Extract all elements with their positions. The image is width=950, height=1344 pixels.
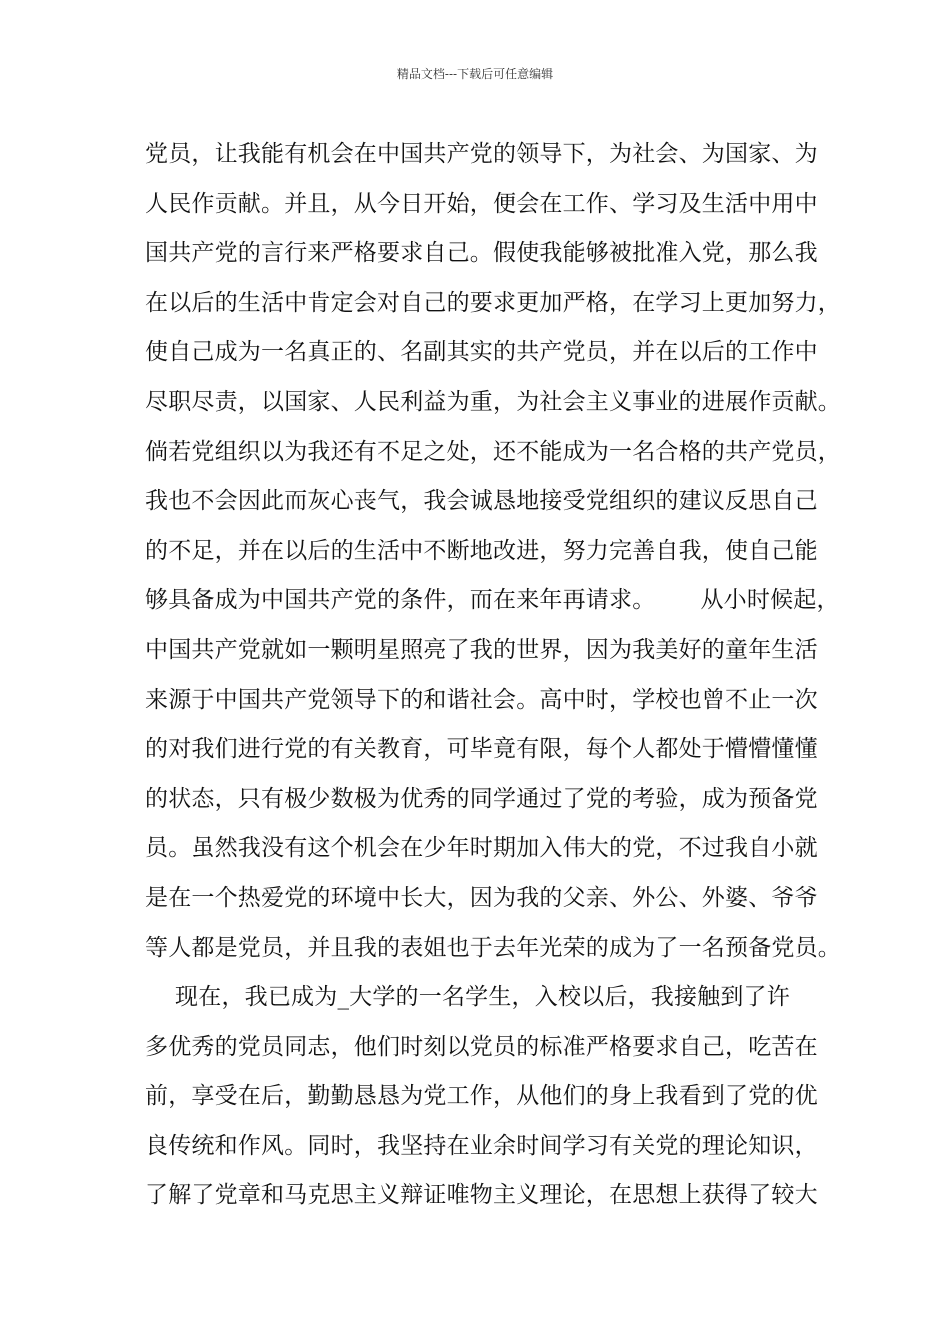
document-body [145,130,841,1221]
text-line: 尽职尽责，以国家、人民利益为重，为社会主义事业的进展作贡献。 [145,388,841,415]
text-line: 使自己成为一名真正的、名副其实的共产党员，并在以后的工作中 [145,339,818,366]
text-line: 的对我们进行党的有关教育，可毕竟有限，每个人都处于懵懵懂懂 [145,736,818,763]
text-line: 多优秀的党员同志，他们时刻以党员的标准严格要求自己，吃苦在 [145,1033,818,1060]
text-line: 现在，我已成为_大学的一名学生，入校以后，我接触到了许 [145,984,790,1011]
text-line: 够具备成为中国共产党的条件，而在来年再请求。 从小时候起， [145,587,840,614]
text-line: 在以后的生活中肯定会对自己的要求更加严格，在学习上更加努力， [145,289,841,316]
text-line: 的状态，只有极少数极为优秀的同学通过了党的考验，成为预备党 [145,785,818,812]
text-line: 员。虽然我没有这个机会在少年时期加入伟大的党，不过我自小就 [145,835,818,862]
text-line: 我也不会因此而灰心丧气，我会诚恳地接受党组织的建议反思自己 [145,488,818,515]
text-line: 中国共产党就如一颗明星照亮了我的世界，因为我美好的童年生活 [145,636,818,663]
text-line: 是在一个热爱党的环境中长大，因为我的父亲、外公、外婆、爷爷 [145,884,818,911]
text-line: 国共产党的言行来严格要求自己。假使我能够被批准入党，那么我 [145,240,818,267]
text-line: 倘若党组织以为我还有不足之处，还不能成为一名合格的共产党员， [145,438,841,465]
text-line: 了解了党章和马克思主义辩证唯物主义理论，在思想上获得了较大 [145,1182,818,1209]
text-line: 的不足，并在以后的生活中不断地改进，努力完善自我，使自己能 [145,537,818,564]
page-header: 精品文档---下载后可任意编辑 [396,67,554,81]
text-line: 等人都是党员，并且我的表姐也于去年光荣的成为了一名预备党员。 [145,934,841,961]
text-line: 良传统和作风。同时，我坚持在业余时间学习有关党的理论知识， [145,1132,818,1159]
text-line: 前，享受在后，勤勤恳恳为党工作，从他们的身上我看到了党的优 [145,1083,818,1110]
text-line: 党员，让我能有机会在中国共产党的领导下，为社会、为国家、为 [145,141,818,167]
text-line: 来源于中国共产党领导下的和谐社会。高中时，学校也曾不止一次 [145,686,818,713]
text-line: 人民作贡献。并且，从今日开始，便会在工作、学习及生活中用中 [145,190,818,217]
